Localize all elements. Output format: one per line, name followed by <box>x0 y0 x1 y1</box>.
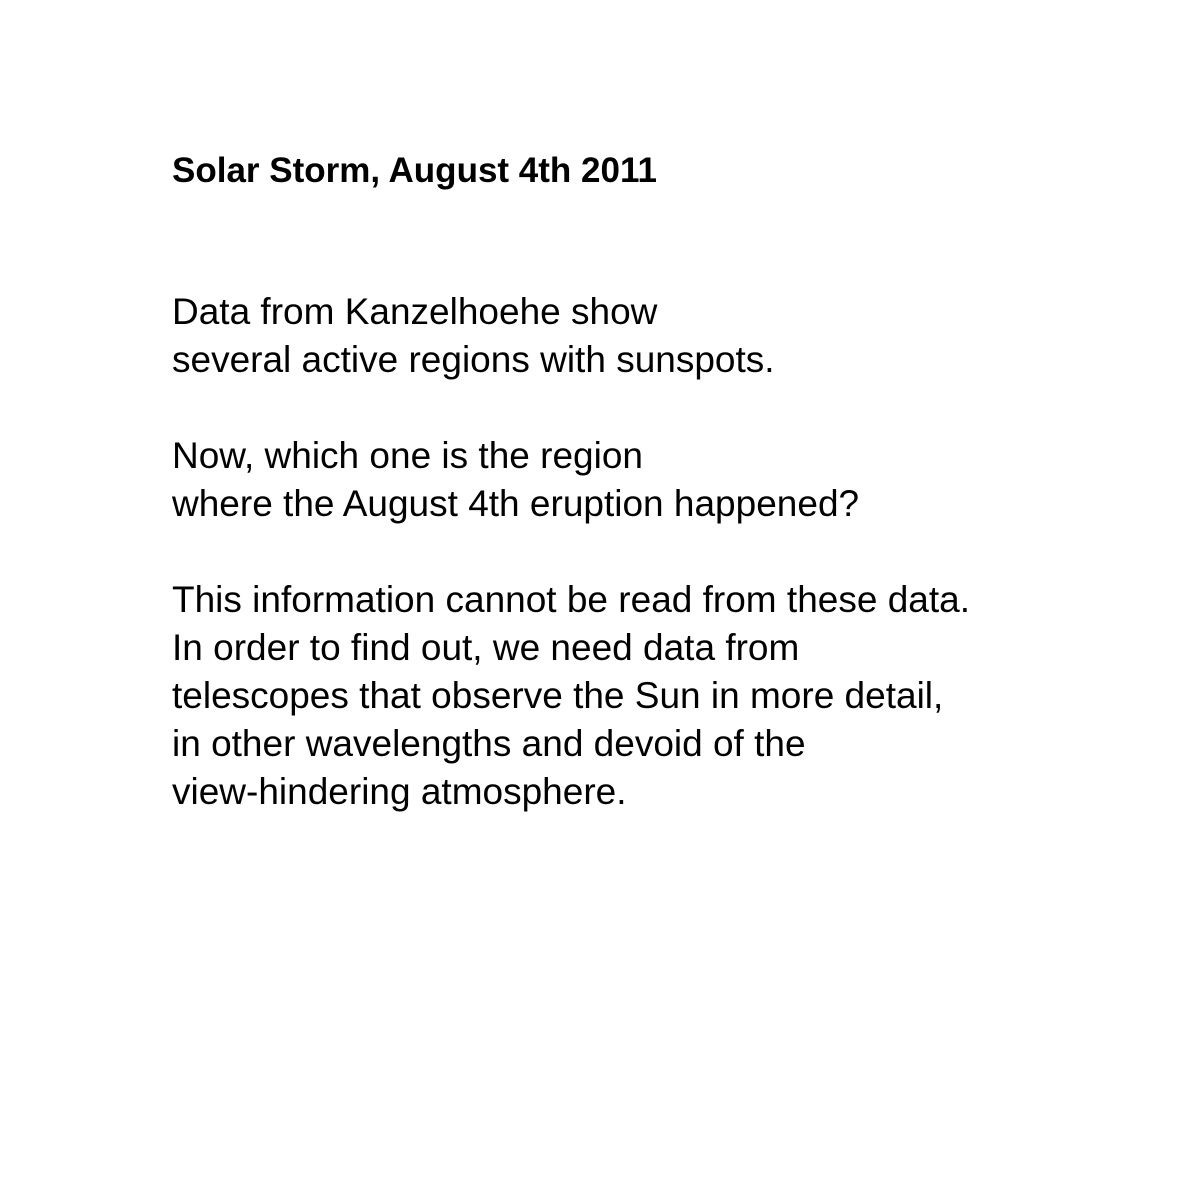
paragraph-line: several active regions with sunspots. <box>172 339 775 380</box>
paragraph-eruption-question <box>172 432 1152 528</box>
document-page <box>172 150 1152 864</box>
paragraph-line: Data from Kanzelhoehe show <box>172 291 658 332</box>
paragraph-line: where the August 4th eruption happened? <box>172 483 860 524</box>
paragraph-line: telescopes that observe the Sun in more detail, <box>172 675 944 716</box>
paragraph-line: in other wavelengths and devoid of the <box>172 723 806 764</box>
paragraph-telescope-explanation <box>172 576 1152 816</box>
document-title: Solar Storm, August 4th 2011 <box>172 151 657 190</box>
paragraph-line: In order to find out, we need data from <box>172 627 800 668</box>
paragraph-line: This information cannot be read from these data. <box>172 579 970 620</box>
document-body <box>172 288 1152 816</box>
paragraph-line: view-hindering atmosphere. <box>172 771 627 812</box>
paragraph-kanzelhoehe-data <box>172 288 1152 384</box>
paragraph-line: Now, which one is the region <box>172 435 643 476</box>
